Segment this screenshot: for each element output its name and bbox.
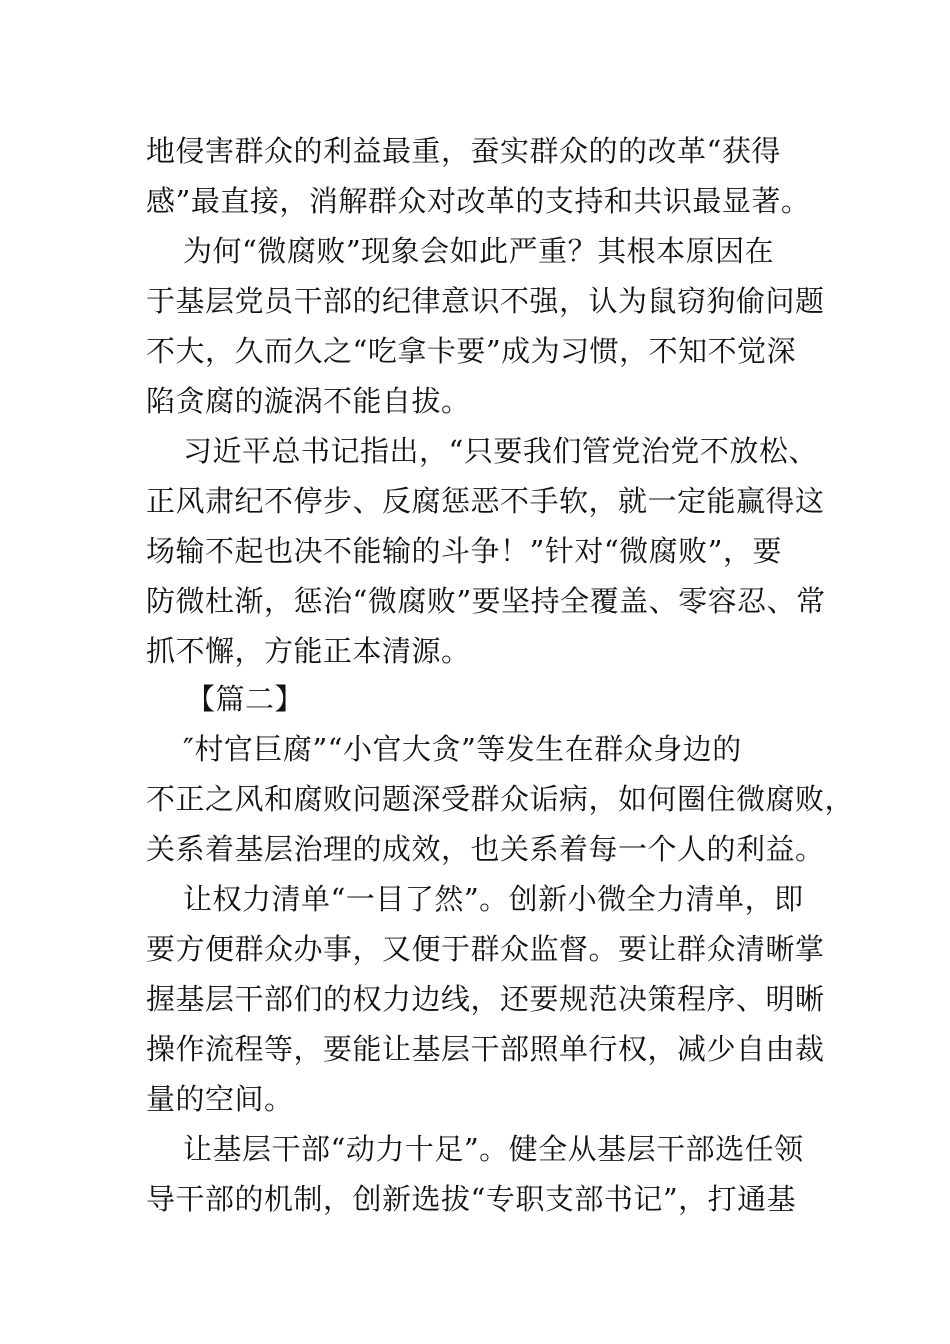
text-line-22: 导干部的机制，创新选拔“专职支部书记”，打通基	[146, 1182, 797, 1216]
paragraph-start-line-21: 让基层干部“动力十足”。健全从基层干部选任领	[183, 1132, 804, 1166]
text-line-6: 陷贪腐的漩涡不能自拔。	[146, 384, 471, 418]
text-line-5: 不大，久而久之“吃拿卡要”成为习惯，不知不觉深	[146, 334, 797, 368]
text-line-9: 场输不起也决不能输的斗争！”针对“微腐败”，要	[146, 534, 782, 568]
text-line-11: 抓不懈，方能正本清源。	[146, 634, 471, 668]
text-line-1: 地侵害群众的利益最重，蚕实群众的的改革“获得	[146, 134, 781, 168]
text-line-17: 要方便群众办事，又便于群众监督。要让群众清晰掌	[146, 932, 825, 966]
text-line-15: 关系着基层治理的成效，也关系着每一个人的利益。	[146, 832, 825, 866]
text-line-2: 感”最直接，消解群众对改革的支持和共识最显著。	[146, 184, 811, 218]
text-line-10: 防微杜渐，惩治“微腐败”要坚持全覆盖、零容忍、常	[146, 584, 826, 618]
paragraph-start-line-3: 为何“微腐败”现象会如此严重？其根本原因在	[183, 234, 775, 268]
paragraph-start-line-7: 习近平总书记指出，“只要我们管党治党不放松、	[183, 434, 818, 468]
text-line-8: 正风肃纪不停步、反腐惩恶不手软，就一定能赢得这	[146, 484, 825, 518]
paragraph-start-line-16: 让权力清单“一目了然”。创新小微全力清单，即	[183, 882, 804, 916]
text-line-18: 握基层干部们的权力边线，还要规范决策程序、明晰	[146, 982, 825, 1016]
text-line-19: 操作流程等，要能让基层干部照单行权，减少自由裁	[146, 1032, 825, 1066]
section-heading: 【篇二】	[186, 682, 305, 716]
paragraph-start-line-13: ″村官巨腐”“小官大贪”等发生在群众身边的	[183, 732, 742, 766]
text-line-4: 于基层党员干部的纪律意识不强，认为鼠窃狗偷问题	[146, 284, 825, 318]
text-line-14: 不正之风和腐败问题深受群众诟病，如何圈住微腐败，	[146, 782, 855, 816]
text-line-20: 量的空间。	[146, 1082, 294, 1116]
